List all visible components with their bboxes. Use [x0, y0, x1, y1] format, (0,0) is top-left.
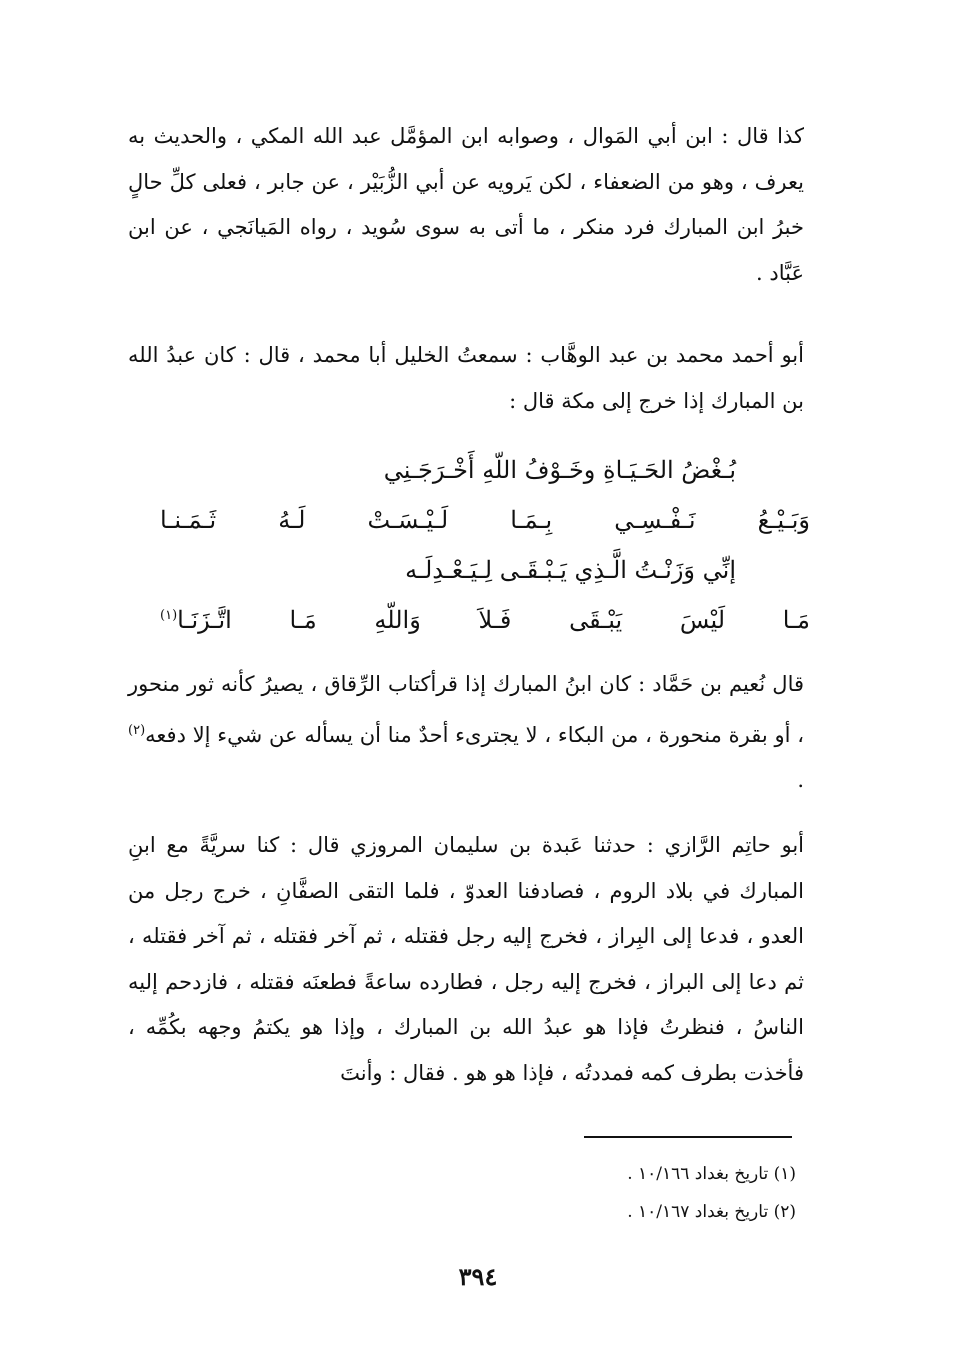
paragraph-4: أبو حاتِم الرَّازي : حدثنا عَبدة بن سليمان المروزي قال : كنا سريَّةً مع ابنِ المبارك في بلاد الروم ، فصادفنا العدوّ ، فلما التقى الصفَّانِ ، خرج رجل من العدو ، فدعا إلى البِراز ، فخرج إليه رجل فقتله ، ثم آخر فقتله ، ثم آخر فقتله ، ثم دعا إلى البراز ، فخرج إليه رجل ، فطارده ساعةً فطعنَه فقتله ، فازدحم إليه الناسُ ، فنظرتُ فإذا هو عبدُ الله بن المبارك ، وإذا هو يكتمُ وجهه بكُمِّه ، فأخذت بطرف كمه فمددتُه ، فإذا هو هو . فقال : وأنتَ [128, 833, 804, 1085]
paragraph-1: كذا قال : ابن أبي المَوال ، وصوابه ابن المؤمَّل عبد الله المكي ، والحديث به يعرف ، وهو من الضعفاء ، لكن يَرويه عن أبي الزُّبَيْر ، عن جابر ، فعلى كلِّ حالٍ خبرُ ابن المبارك فرد منكر ، ما أتى به سوى سُويد ، رواه المَيانَجي ، عن ابن عَبَّاد . [128, 124, 804, 285]
paragraph-3 [128, 662, 804, 804]
footnote-separator [584, 1136, 792, 1138]
poem-verse-2: وَبَـيْـعُ نَـفْـسِـي بِـمَـا لَـيْـسَـتْ لَـهُ ثَـمَـنـا [160, 506, 810, 534]
poem-verse-3: إنِّي وَزَنْـتُ الَّـذِي يَـبْـقَـى لِـيَـعْـدِلَـه [405, 556, 736, 584]
footnote-ref-2: (٢) [128, 722, 146, 738]
footnote-2: (٢) تاريخ بغداد ١٠/١٦٧ . [627, 1202, 796, 1222]
footnote-1: (١) تاريخ بغداد ١٠/١٦٦ . [627, 1164, 796, 1184]
poem-verse-4 [160, 606, 810, 634]
paragraph-3-text: قال نُعيم بن حَمَّاد : كان ابنُ المبارك إذا قرأكتاب الرِّقاق ، يصيرُ كأنه ثور منحور ، أو بقرة منحورة ، من البكاء ، لا يجترىء أحدٌ منا أن يسأله عن شيء إلا دفعه [128, 672, 804, 747]
page-number: ٣٩٤ [458, 1262, 498, 1291]
poem-verse-4-text: مَـا لَيْسَ يَبْـقَى فَـلاَ وَاللّهِ مَـا اتَّـزَنَـا [177, 606, 810, 634]
paragraph-2: أبو أحمد محمد بن عبد الوهَّاب : سمعتُ الخليل أبا محمد ، قال : كان عبدُ الله بن المبارك إذا خرج إلى مكة قال : [128, 343, 804, 413]
footnote-ref-1: (١) [160, 608, 178, 623]
poem-verse-1: بُـغْضُ الحَـيَـاةِ وخَـوْفُ اللّهِ أَخْـرَجَـنِي [383, 456, 736, 484]
paragraph-3-end: . [797, 768, 804, 792]
